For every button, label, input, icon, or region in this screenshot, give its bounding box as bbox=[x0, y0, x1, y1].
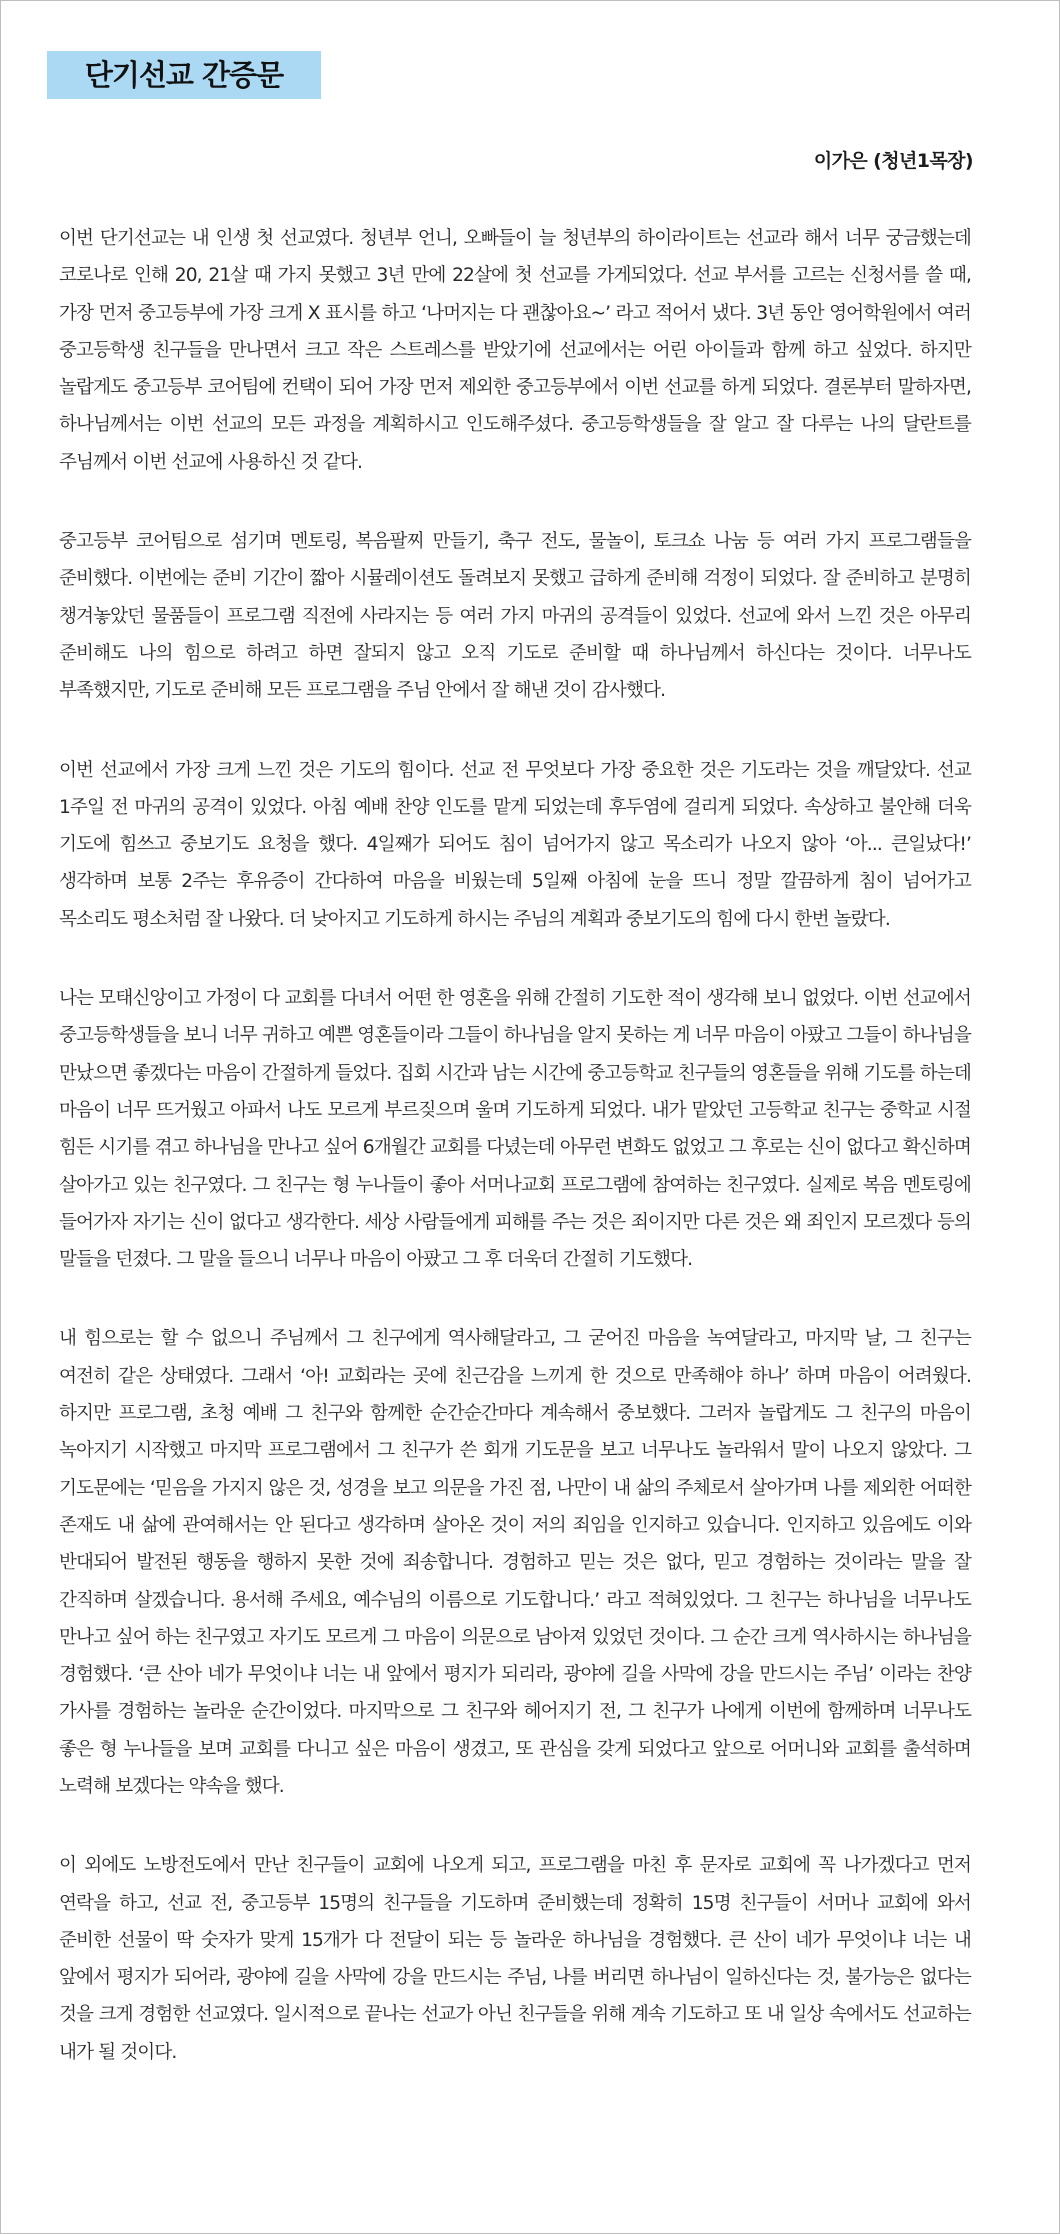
paragraph-3: 이번 선교에서 가장 크게 느낀 것은 기도의 힘이다. 선교 전 무엇보다 가장 중요한 것은 기도라는 것을 깨달았다. 선교 1주일 전 마귀의 공격이 있었다. 아침 예배 찬양 인도를 맡게 되었는데 후두염에 걸리게 되었다. 속상하고 불안해 더욱 기도에 힘쓰고 중보기도 요청을 했다. 4일째가 되어도 침이 넘어가지 않고 목소리가 나오지 않아 ‘아... 큰일났다!’ 생각하며 보통 2주는 후유증이 간다하여 마음을 비웠는데 5일째 아침에 눈을 뜨니 정말 깔끔하게 침이 넘어가고 목소리도 평소처럼 잘 나왔다. 더 낮아지고 기도하게 하시는 주님의 계획과 중보기도의 힘에 다시 한번 놀랐다. bbox=[59, 759, 971, 930]
paragraph-6: 이 외에도 노방전도에서 만난 친구들이 교회에 나오게 되고, 프로그램을 마친 후 문자로 교회에 꼭 나가겠다고 먼저 연락을 하고, 선교 전, 중고등부 15명의 친구들을 기도하며 준비했는데 정확히 15명 친구들이 서머나 교회에 와서 준비한 선물이 딱 숫자가 맞게 15개가 다 전달이 되는 등 놀라운 하나님을 경험했다. 큰 산이 네가 무엇이냐 너는 내 앞에서 평지가 되어라, 광야에 길을 사막에 강을 만드시는 주님, 나를 버리면 하나님이 일하신다는 것, 불가능은 없다는 것을 크게 경험한 선교였다. 일시적으로 끝나는 선교가 아닌 친구들을 위해 계속 기도하고 또 내 일상 속에서도 선교하는 내가 될 것이다. bbox=[59, 1855, 971, 2063]
paragraph-5: 내 힘으로는 할 수 없으니 주님께서 그 친구에게 역사해달라고, 그 굳어진 마음을 녹여달라고, 마지막 날, 그 친구는 여전히 같은 상태였다. 그래서 ‘아! 교회라는 곳에 친근감을 느끼게 한 것으로 만족해야 하나’ 하며 마음이 어려웠다. 하지만 프로그램, 초청 예배 그 친구와 함께한 순간순간마다 계속해서 중보했다. 그러자 놀랍게도 그 친구의 마음이 녹아지기 시작했고 마지막 프로그램에서 그 친구가 쓴 회개 기도문을 보고 너무나도 놀라워서 말이 나오지 않았다. 그 기도문에는 ‘믿음을 가지지 않은 것, 성경을 보고 의문을 가진 점, 나만이 내 삶의 주체로서 살아가며 나를 제외한 어떠한 존재도 내 삶에 관여해서는 안 된다고 생각하며 살아온 것이 저의 죄임을 인지하고 있습니다. 인지하고 있음에도 이와 반대되어 발전된 행동을 행하지 못한 것에 죄송합니다. 경험하고 믿는 것은 없다, 믿고 경험하는 것이라는 말을 잘 간직하며 살겠습니다. 용서해 주세요, 예수님의 이름으로 기도합니다.’ 라고 적혀있었다. 그 친구는 하나님을 너무나도 만나고 싶어 하는 친구였고 자기도 모르게 그 마음이 의문으로 남아져 있었던 것이다. 그 순간 크게 역사하시는 하나님을 경험했다. ‘큰 산아 네가 무엇이냐 너는 내 앞에서 평지가 되리라, 광야에 길을 사막에 강을 만드시는 주님’ 이라는 찬양 가사를 경험하는 놀라운 순간이었다. 마지막으로 그 친구와 헤어지기 전, 그 친구가 나에게 이번에 함께하며 너무나도 좋은 형 누나들을 보며 교회를 다니고 싶은 마음이 생겼고, 또 관심을 갖게 되었다고 앞으로 어머니와 교회를 출석하며 노력해 보겠다는 약속을 했다. bbox=[59, 1328, 971, 1797]
document-title: 단기선교 간증문 bbox=[84, 57, 284, 92]
title-banner bbox=[47, 51, 321, 99]
paragraph-4: 나는 모태신앙이고 가정이 다 교회를 다녀서 어떤 한 영혼을 위해 간절히 기도한 적이 생각해 보니 없었다. 이번 선교에서 중고등학생들을 보니 너무 귀하고 예쁜 영혼들이라 그들이 하나님을 알지 못하는 게 너무 마음이 아팠고 그들이 하나님을 만났으면 좋겠다는 마음이 간절하게 들었다. 집회 시간과 남는 시간에 중고등학교 친구들의 영혼들을 위해 기도를 하는데 마음이 너무 뜨거웠고 아파서 나도 모르게 부르짖으며 울며 기도하게 되었다. 내가 맡았던 고등학교 친구는 중학교 시절 힘든 시기를 겪고 하나님을 만나고 싶어 6개월간 교회를 다녔는데 아무런 변화도 없었고 그 후로는 신이 없다고 확신하며 살아가고 있는 친구였다. 그 친구는 형 누나들이 좋아 서머나교회 프로그램에 참여하는 친구였다. 실제로 복음 멘토링에 들어가자 자기는 신이 없다고 생각한다. 세상 사람들에게 피해를 주는 것은 죄이지만 다른 것은 왜 죄인지 모르겠다 등의 말들을 던졌다. 그 말을 들으니 너무나 마음이 아팠고 그 후 더욱더 간절히 기도했다. bbox=[59, 988, 971, 1271]
author-line: 이가은 (청년1목장) bbox=[813, 150, 973, 172]
paragraph-2: 중고등부 코어팀으로 섬기며 멘토링, 복음팔찌 만들기, 축구 전도, 물놀이, 토크쇼 나눔 등 여러 가지 프로그램들을 준비했다. 이번에는 준비 기간이 짧아 시뮬레이션도 돌려보지 못했고 급하게 준비해 걱정이 되었다. 잘 준비하고 분명히 챙겨놓았던 물품들이 프로그램 직전에 사라지는 등 여러 가지 마귀의 공격들이 있었다. 선교에 와서 느낀 것은 아무리 준비해도 나의 힘으로 하려고 하면 잘되지 않고 오직 기도로 준비할 때 하나님께서 하신다는 것이다. 너무나도 부족했지만, 기도로 준비해 모든 프로그램을 주님 안에서 잘 해낸 것이 감사했다. bbox=[59, 531, 971, 702]
testimony-body bbox=[59, 220, 971, 2071]
paragraph-1: 이번 단기선교는 내 인생 첫 선교였다. 청년부 언니, 오빠들이 늘 청년부의 하이라이트는 선교라 해서 너무 궁금했는데 코로나로 인해 20, 21살 때 가지 못했고 3년 만에 22살에 첫 선교를 가게되었다. 선교 부서를 고르는 신청서를 쓸 때, 가장 먼저 중고등부에 가장 크게 X 표시를 하고 ‘나머지는 다 괜찮아요~’ 라고 적어서 냈다. 3년 동안 영어학원에서 여러 중고등학생 친구들을 만나면서 크고 작은 스트레스를 받았기에 선교에서는 어린 아이들과 함께 하고 싶었다. 하지만 놀랍게도 중고등부 코어팀에 컨택이 되어 가장 먼저 제외한 중고등부에서 이번 선교를 하게 되었다. 결론부터 말하자면, 하나님께서는 이번 선교의 모든 과정을 계획하시고 인도해주셨다. 중고등학생들을 잘 알고 잘 다루는 나의 달란트를 주님께서 이번 선교에 사용하신 것 같다. bbox=[59, 228, 971, 473]
